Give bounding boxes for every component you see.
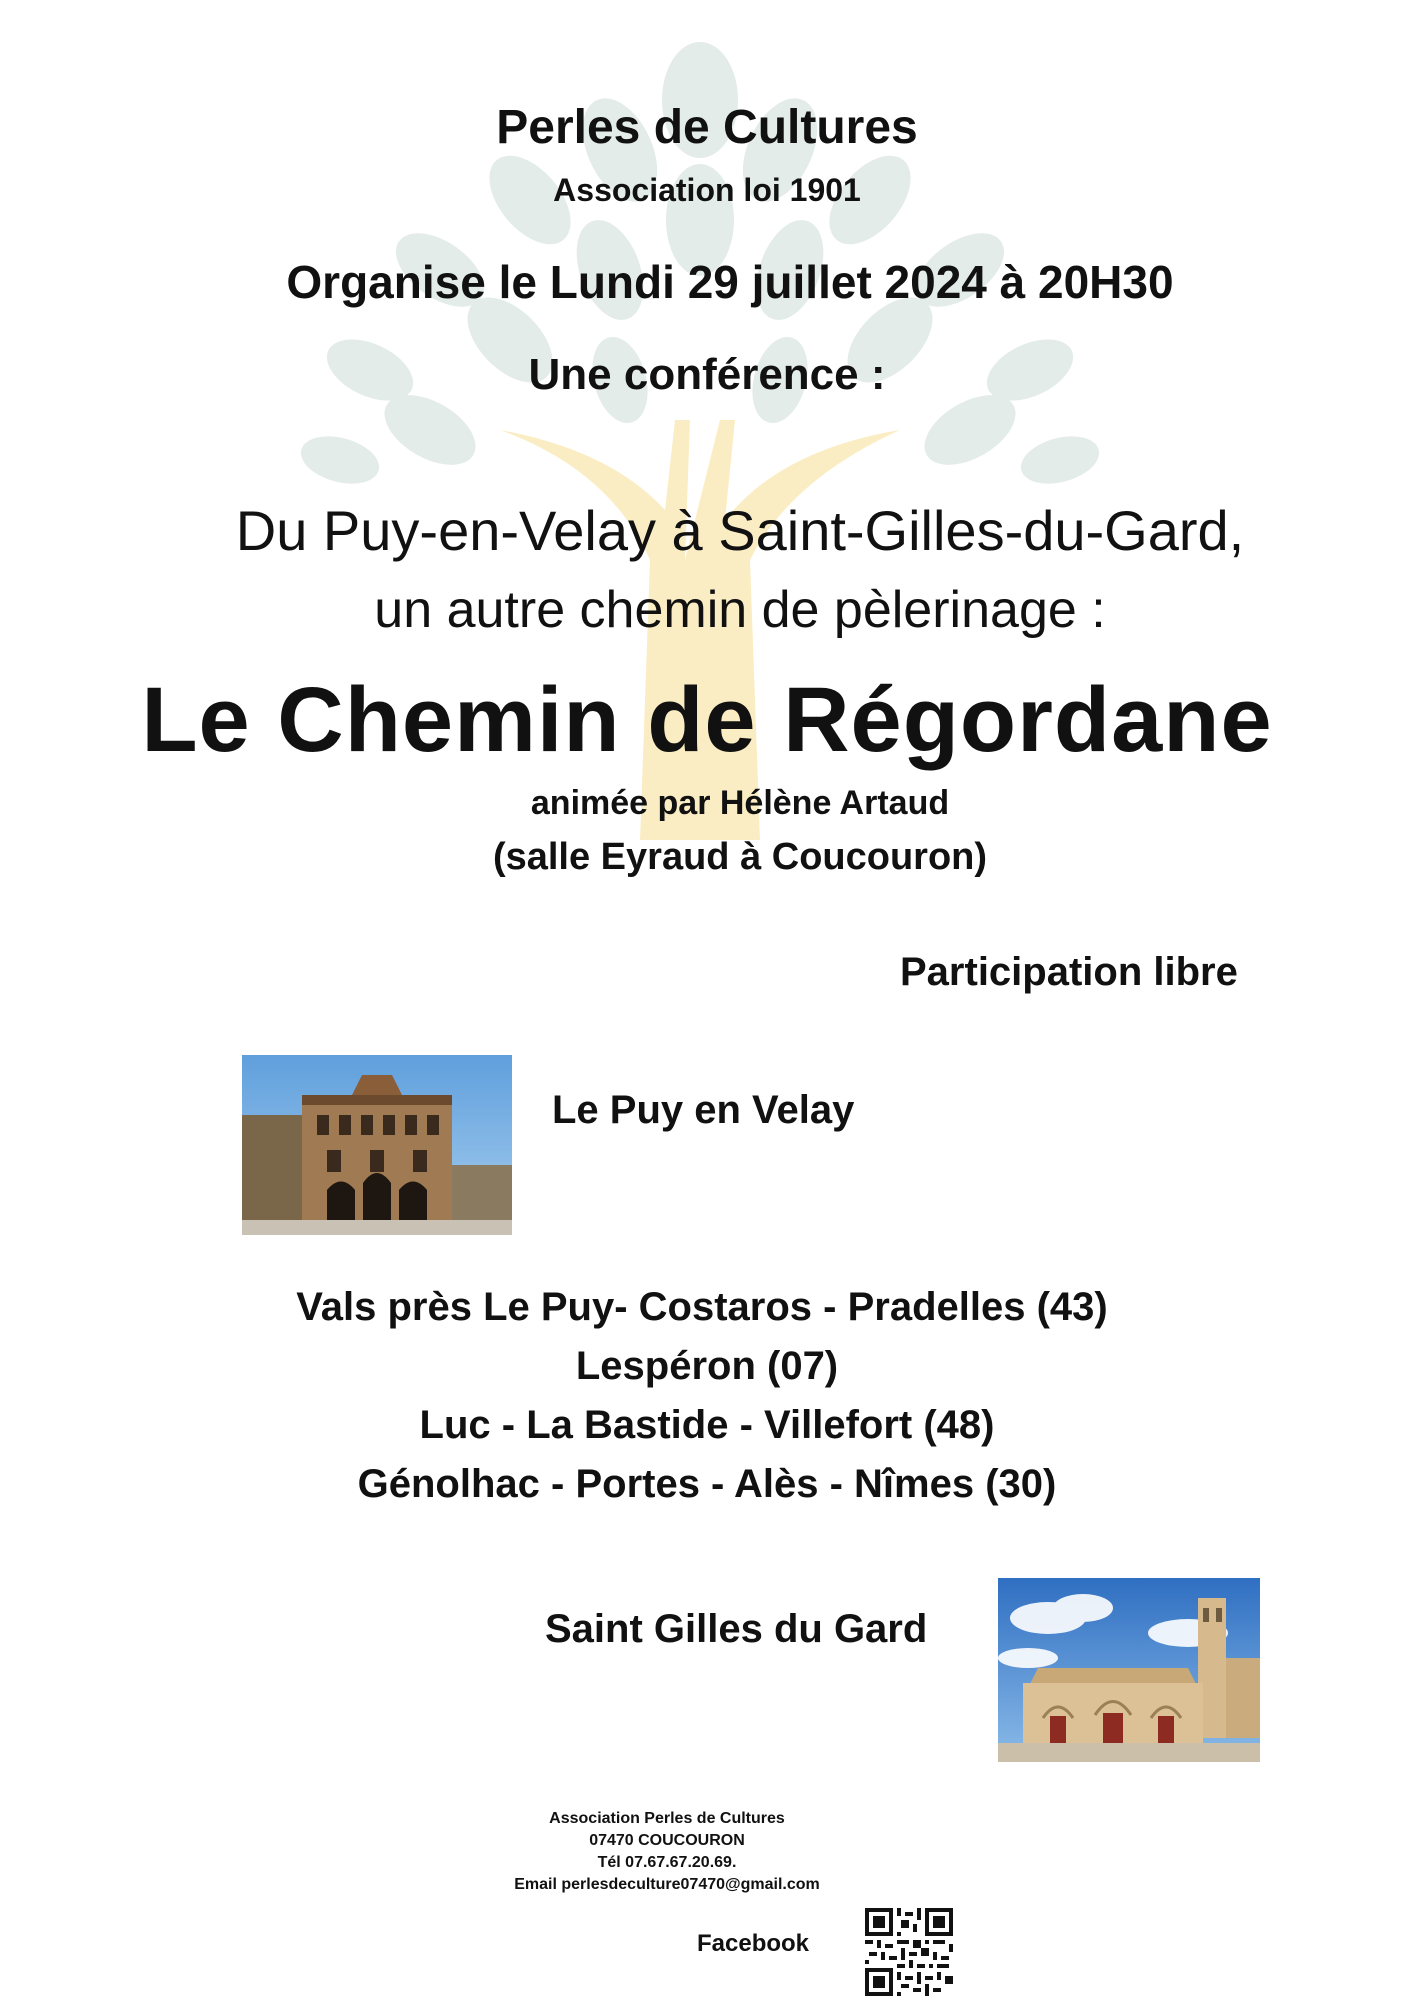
footer-line: 07470 COUCOURON (589, 1832, 745, 1849)
route-step: Génolhac - Portes - Alès - Nîmes (30) (357, 1462, 1057, 1506)
footer-line: Tél 07.67.67.20.69. (597, 1854, 737, 1871)
talk-subtitle-line2: un autre chemin de pèlerinage : (374, 581, 1106, 639)
speaker: animée par Hélène Artaud (530, 784, 950, 822)
talk-subtitle-line1: Du Puy-en-Velay à Saint-Gilles-du-Gard, (235, 499, 1245, 562)
event-kind: Une conférence : (528, 350, 886, 399)
footer-contact (0, 1808, 1414, 1896)
le-puy-cathedral-image (242, 1055, 512, 1235)
route-end-label: Saint Gilles du Gard (545, 1607, 928, 1651)
footer-line: Association Perles de Cultures (549, 1810, 785, 1827)
footer-line: Email perlesdeculture07470@gmail.com (514, 1876, 820, 1893)
route-steps (0, 1278, 1414, 1514)
saint-gilles-abbey-image (998, 1578, 1260, 1762)
facebook-label: Facebook (697, 1930, 810, 1957)
route-step: Lespéron (07) (575, 1344, 839, 1388)
event-date: Organise le Lundi 29 juillet 2024 à 20H30 (286, 256, 1174, 308)
route-step: Luc - La Bastide - Villefort (48) (419, 1403, 995, 1447)
venue: (salle Eyraud à Coucouron) (492, 836, 988, 878)
route-step: Vals près Le Puy- Costaros - Pradelles (43) (296, 1285, 1108, 1329)
org-name: Perles de Cultures (496, 101, 918, 154)
participation: Participation libre (900, 950, 1238, 994)
qr-code-icon[interactable] (865, 1908, 953, 1996)
org-type: Association loi 1901 (553, 172, 861, 208)
talk-title: Le Chemin de Régordane (141, 669, 1273, 771)
route-start-label: Le Puy en Velay (552, 1088, 855, 1132)
